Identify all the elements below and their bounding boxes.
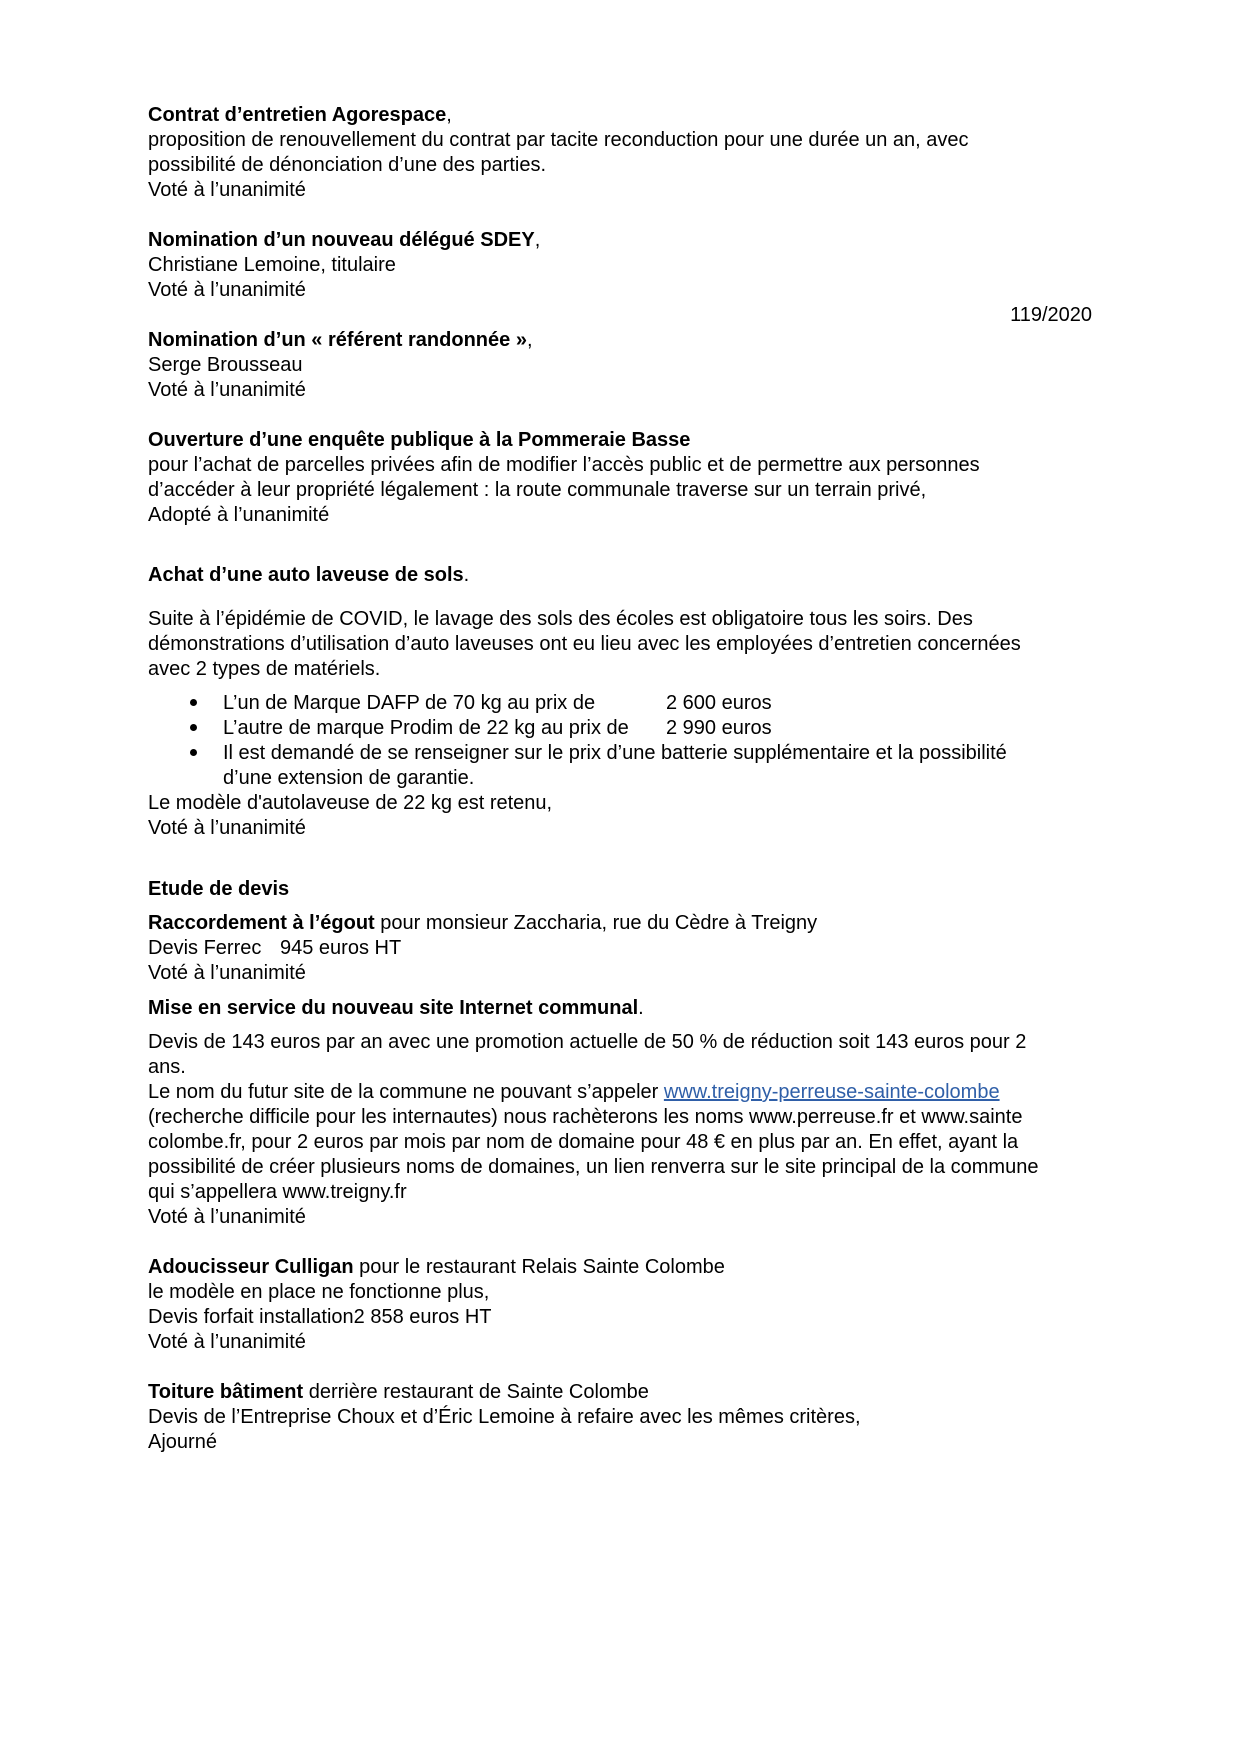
section-laveuse-text: Le modèle d'autolaveuse de 22 kg est retenu,	[148, 792, 553, 814]
section-laveuse-text: démonstrations d’utilisation d’auto laveuses ont eu lieu avec les employées d’entretien concernées	[148, 633, 1021, 655]
section-site-title: Mise en service du nouveau site Internet communal.	[148, 997, 644, 1019]
section-toiture-text: Devis de l’Entreprise Choux et d’Éric Lemoine à refaire avec les mêmes critères,	[148, 1406, 861, 1428]
vote-result: Voté à l’unanimité	[148, 1331, 306, 1353]
section-randonnee-title: Nomination d’un « référent randonnée »,	[148, 329, 533, 351]
section-agorespace-text: possibilité de dénonciation d’une des parties.	[148, 154, 547, 176]
document-page: Contrat d’entretien Agorespace, proposition de renouvellement du contrat par tacite reconduction pour une durée un an, avec possibilité de dénonciation d’une des parties. Voté à l’unanimité Nomination d’un nouveau délégué SDEY, Christiane Lemoine, titulaire Voté à l’unanimité 119/2020 Nomination d’un « référent randonnée », Serge Brousseau Voté à l’unanimité Ouverture d’une enquête publique à la Pommeraie Basse pour l’achat de parcelles privées afin de modifier l’accès public et de permettre aux personnes d’accéder à leur propriété légalement : la route communale traverse sur un terrain privé, Adopté à l’unanimité Achat d’une auto laveuse de sols. Suite à l’épidémie de COVID, le lavage des sols des écoles est obligatoire tous les soirs. Des démonstrations d’utilisation d’auto laveuses ont eu lieu avec les employées d’entretien concernées avec 2 types de matériels. L’un de Marque DAFP de 70 kg au prix de 2 600 euros L’autre de marque Prodim de 22 kg au prix de 2 990 euros Il est demandé de se renseigner sur le prix d’une batterie supplémentaire et la possibilité d’une extension de garantie. Le modèle d'autolaveuse de 22 kg est retenu, Voté à l’unanimité Etude de devis Raccordement à l’égout pour monsieur Zaccharia, rue du Cèdre à Treigny Devis Ferrec 945 euros HT Voté à l’unanimité Mise en service du nouveau site Internet communal. Devis de 143 euros par an avec une promotion actuelle de 50 % de réduction soit 143 euros pour 2 ans. Le nom du futur site de la commune ne pouvant s’appeler www.treigny-perreuse-sainte-colombe (recherche difficile pour les internautes) nous rachèterons les noms www.perreuse.fr et www.sainte colombe.fr, pour 2 euros par mois par nom de domaine pour 48 € en plus par an. En effet, ayant la possibilité de créer plusieurs noms de domaines, un lien renverra sur le site principal de la commune qui s’appellera www.treigny.fr Voté à l’unanimité Adoucisseur Culligan pour le restaurant Relais Sainte Colombe le modèle en place ne fonctionne plus, Devis forfait installation2 858 euros HT Voté à l’unanimité Toiture bâtiment derrière restaurant de Sainte Colombe Devis de l’Entreprise Choux et d’Éric Lemoine à refaire avec les mêmes critères, Ajourné	[148, 0, 1092, 1753]
section-adoucisseur-title: Adoucisseur Culligan pour le restaurant Relais Sainte Colombe	[148, 1256, 725, 1278]
section-devis-heading: Etude de devis	[148, 878, 290, 900]
bullet-icon	[190, 749, 197, 756]
section-agorespace-text: proposition de renouvellement du contrat par tacite reconduction pour une durée un an, avec	[148, 129, 969, 151]
section-egout-title: Raccordement à l’égout pour monsieur Zaccharia, rue du Cèdre à Treigny	[148, 912, 818, 934]
section-adoucisseur-text: Devis forfait installation2 858 euros HT	[148, 1306, 492, 1328]
section-adoucisseur-text: le modèle en place ne fonctionne plus,	[148, 1281, 490, 1303]
section-site-text: Devis de 143 euros par an avec une promotion actuelle de 50 % de réduction soit 143 euros pour 2	[148, 1031, 1027, 1053]
section-site-text: qui s’appellera www.treigny.fr	[148, 1181, 407, 1203]
vote-result: Voté à l’unanimité	[148, 817, 306, 839]
section-egout-devis: Devis Ferrec 945 euros HT	[148, 934, 261, 962]
price: 2 990 euros	[666, 717, 772, 739]
section-laveuse-title: Achat d’une auto laveuse de sols.	[148, 564, 470, 586]
section-agorespace-title: Contrat d’entretien Agorespace,	[148, 104, 452, 126]
status-text: Ajourné	[148, 1431, 217, 1453]
bullet-icon	[190, 699, 197, 706]
section-site-text: Le nom du futur site de la commune ne pouvant s’appeler www.treigny-perreuse-sainte-colombe	[148, 1081, 1000, 1103]
section-enquete-text: pour l’achat de parcelles privées afin de modifier l’accès public et de permettre aux personnes	[148, 454, 980, 476]
section-laveuse-text: avec 2 types de matériels.	[148, 658, 381, 680]
section-enquete-title: Ouverture d’une enquête publique à la Pommeraie Basse	[148, 429, 691, 451]
vote-result: Voté à l’unanimité	[148, 279, 306, 301]
section-site-text: ans.	[148, 1056, 186, 1078]
section-toiture-title: Toiture bâtiment derrière restaurant de Sainte Colombe	[148, 1381, 649, 1403]
vote-result: Voté à l’unanimité	[148, 379, 306, 401]
vote-result: Adopté à l’unanimité	[148, 504, 330, 526]
vote-result: Voté à l’unanimité	[148, 962, 306, 984]
vote-result: Voté à l’unanimité	[148, 1206, 306, 1228]
price: 945 euros HT	[280, 937, 402, 959]
section-enquete-text: d’accéder à leur propriété légalement : la route communale traverse sur un terrain privé,	[148, 479, 927, 501]
section-sdey-title: Nomination d’un nouveau délégué SDEY,	[148, 229, 541, 251]
price: 2 600 euros	[666, 692, 772, 714]
page-number: 119/2020	[1010, 304, 1092, 326]
vote-result: Voté à l’unanimité	[148, 179, 306, 201]
section-sdey-text: Christiane Lemoine, titulaire	[148, 254, 396, 276]
site-link[interactable]: www.treigny-perreuse-sainte-colombe	[663, 1081, 1000, 1103]
bullet-icon	[190, 724, 197, 731]
section-laveuse-text: Suite à l’épidémie de COVID, le lavage des sols des écoles est obligatoire tous les soirs. Des	[148, 608, 973, 630]
section-randonnee-text: Serge Brousseau	[148, 354, 303, 376]
section-site-text: colombe.fr, pour 2 euros par mois par nom de domaine pour 48 € en plus par an. En effet, ayant la	[148, 1131, 1019, 1153]
section-site-text: possibilité de créer plusieurs noms de domaines, un lien renverra sur le site principal de la commune	[148, 1156, 1039, 1178]
section-site-text: (recherche difficile pour les internautes) nous rachèterons les noms www.perreuse.fr et www.sainte	[148, 1106, 1023, 1128]
